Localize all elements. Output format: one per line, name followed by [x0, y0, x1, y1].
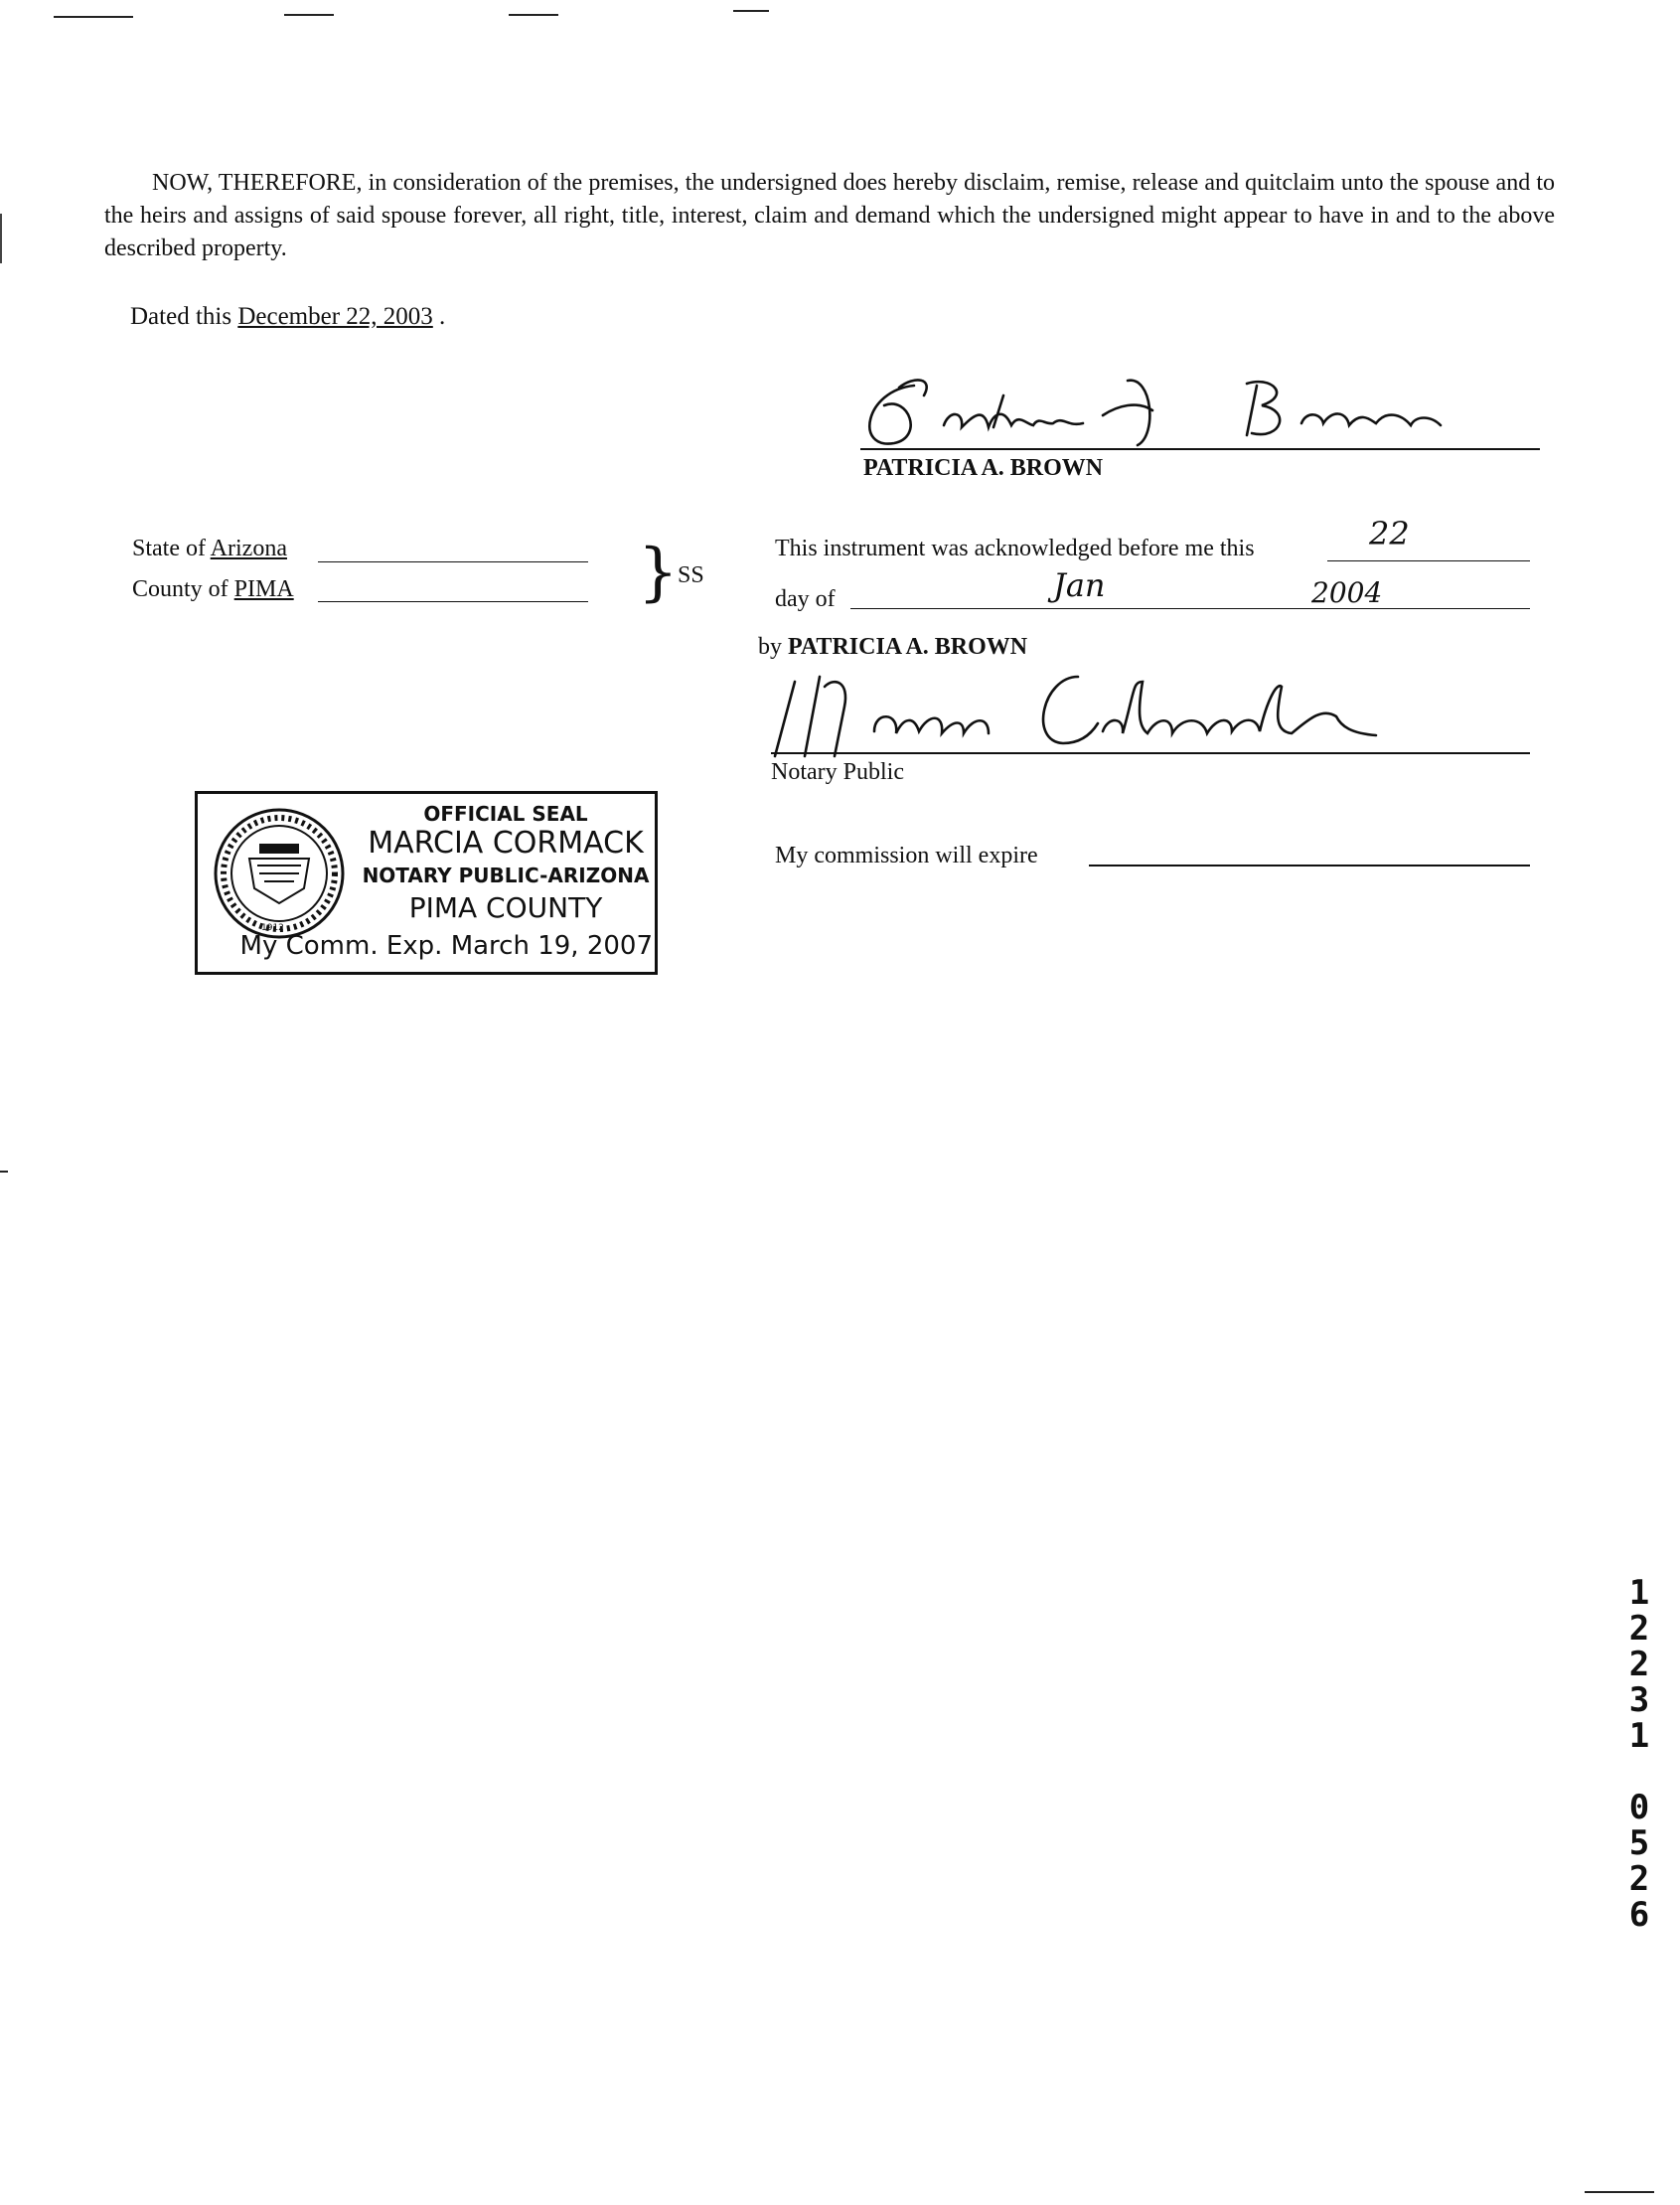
recording-spacer — [1619, 1754, 1659, 1790]
dated-value: December 22, 2003 — [237, 303, 433, 330]
dated-line — [130, 303, 445, 331]
county-value: PIMA — [233, 576, 294, 602]
county-underline — [318, 601, 588, 602]
seal-county: PIMA COUNTY — [408, 891, 603, 924]
scan-mark — [0, 1171, 8, 1173]
seal-role: NOTARY PUBLIC-ARIZONA — [362, 864, 650, 887]
seal-title: OFFICIAL SEAL — [423, 802, 588, 826]
day-handwritten: 22 — [1369, 515, 1410, 552]
by-line — [758, 634, 1027, 661]
recording-digit: 1 — [1628, 1716, 1650, 1756]
recording-digit: 2 — [1628, 1859, 1650, 1899]
by-name: PATRICIA A. BROWN — [788, 634, 1028, 660]
dated-prefix: Dated this — [130, 303, 232, 330]
notary-signature-line — [771, 752, 1530, 754]
state-line: State of Arizona — [132, 536, 287, 561]
scan-mark — [1585, 2191, 1654, 2193]
dated-suffix: . — [439, 303, 446, 330]
recording-digit: 5 — [1628, 1823, 1650, 1863]
seal-name: MARCIA CORMACK — [368, 826, 644, 861]
quitclaim-paragraph: NOW, THEREFORE, in consideration of the premises, the undersigned does hereby disclaim, remise, release and quitclaim unto the spouse and to the heirs and assigns of said spouse forever, all right, title, interest, claim and demand which the undersigned might appear to have in and to the above described property. — [104, 170, 1555, 261]
scan-mark — [54, 16, 133, 18]
ss-label: SS — [678, 562, 704, 588]
state-seal-emblem — [210, 804, 349, 943]
month-handwritten: Jan — [1053, 566, 1106, 604]
year-handwritten: 2004 — [1311, 576, 1383, 609]
scan-mark — [284, 14, 334, 16]
seal-expiry: My Comm. Exp. March 19, 2007 — [239, 931, 653, 961]
state-underline — [318, 561, 588, 562]
scan-mark — [733, 10, 769, 12]
recording-digit: 2 — [1628, 1609, 1650, 1649]
commission-label: My commission will expire — [775, 843, 1038, 868]
scan-mark — [509, 14, 558, 16]
acknowledgment-line: This instrument was acknowledged before me this — [775, 536, 1255, 561]
state-value: Arizona — [210, 536, 287, 561]
recording-digit: 3 — [1628, 1680, 1650, 1720]
recording-digit: 0 — [1628, 1788, 1650, 1827]
day-of-underline — [850, 608, 1530, 609]
day-underline — [1327, 560, 1530, 561]
recording-number — [1619, 1575, 1659, 1933]
recording-digit: 2 — [1628, 1645, 1650, 1684]
day-of-label: day of — [775, 586, 836, 612]
notary-public-label: Notary Public — [771, 759, 904, 785]
recording-digit: 1 — [1628, 1573, 1650, 1613]
by-label: by — [758, 634, 782, 660]
grantor-signature-line — [860, 448, 1540, 450]
grantor-name: PATRICIA A. BROWN — [863, 455, 1104, 481]
grantor-signature — [854, 366, 1490, 455]
county-line: County of PIMA — [132, 576, 294, 602]
commission-underline — [1089, 865, 1530, 866]
official-seal-stamp — [195, 791, 658, 975]
recording-digit: 6 — [1628, 1895, 1650, 1935]
venue-brace: } — [638, 536, 679, 609]
scan-mark — [0, 214, 2, 263]
notary-signature — [765, 662, 1421, 761]
seal-emblem-year: 1912 — [261, 923, 284, 933]
